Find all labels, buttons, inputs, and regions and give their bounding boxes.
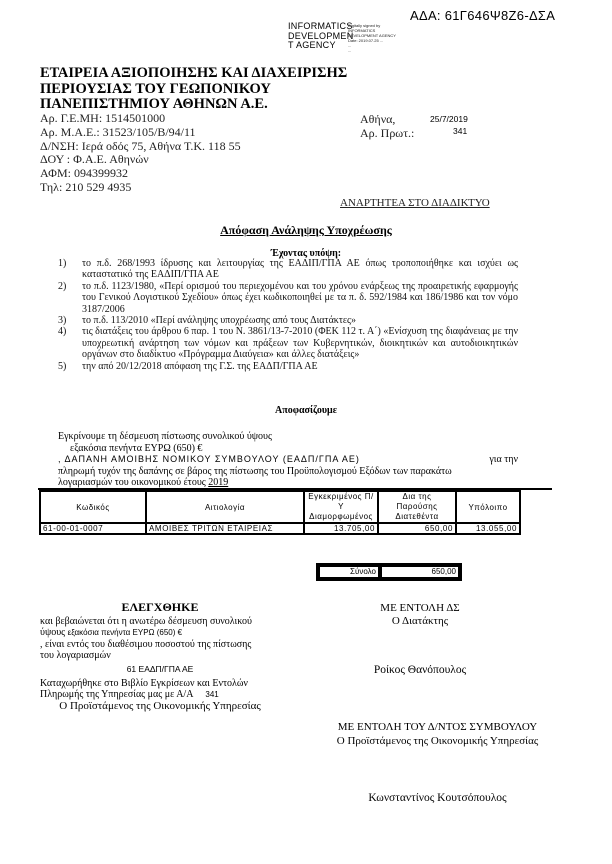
- cell-reason: ΑΜΟΙΒΕΣ ΤΡΙΤΩΝ ΕΤΑΙΡΕΙΑΣ: [146, 523, 304, 534]
- order-line: ΜΕ ΕΝΤΟΛΗ ΔΣ: [380, 602, 460, 614]
- signature-detail-line: ...: [348, 48, 352, 53]
- total-box: [316, 563, 462, 581]
- verification-line: , είναι εντός του διαθέσιμου ποσοστού της πίστωσης: [40, 638, 252, 650]
- clause-number: 3): [58, 315, 67, 327]
- ida-stamp-line: T AGENCY: [288, 40, 336, 50]
- organization-info: [40, 112, 241, 195]
- ada-code: ΑΔΑ: 61Γ646Ψ8Ζ6-ΔΣΑ: [410, 8, 556, 23]
- approval-expense-row: [58, 454, 518, 466]
- signature-detail-line: DEVELOPMENT AGENCY: [348, 33, 396, 38]
- verification-line: του λογαριασμών: [40, 650, 111, 662]
- organization-name: [40, 66, 347, 113]
- approval-year-prefix: λογαριασμών του οικονομικού έτους: [58, 477, 206, 488]
- signature-detail-line: Digitally signed by: [348, 23, 381, 28]
- fiscal-year: 2019: [208, 477, 229, 488]
- document-date: 25/7/2019: [430, 114, 468, 124]
- header-balance: Υπόλοιπο: [456, 491, 520, 523]
- finance-head-block: [330, 720, 545, 748]
- table-header-row: [40, 491, 520, 523]
- protocol-number: 341: [453, 126, 468, 136]
- approval-text: [58, 431, 518, 489]
- verification-register-line: [40, 689, 280, 701]
- order-line: ΜΕ ΕΝΤΟΛΗ ΤΟΥ Δ/ΝΤΟΣ ΣΥΜΒΟΥΛΟΥ: [337, 721, 538, 733]
- authorizer-name: Ροίκος Θανόπουλος: [373, 664, 467, 676]
- decide-heading: Αποφασίζουμε: [275, 405, 337, 416]
- place-protocol-values: [430, 113, 468, 137]
- finance-head-name: Κωνσταντίνος Κουτσόπουλος: [368, 792, 507, 804]
- digital-signature-details: [348, 23, 396, 53]
- address: Δ/ΝΣΗ: Ιερά οδός 75, Αθήνα Τ.Κ. 118 55: [40, 138, 241, 153]
- total-label: Σύνολο: [319, 566, 381, 578]
- signature-detail-line: ...: [348, 43, 352, 48]
- ida-stamp-line: INFORMATICS: [288, 21, 353, 31]
- approval-year-line: [58, 477, 518, 489]
- clause-text: τις διατάξεις του άρθρου 6 παρ. 1 του Ν. 3861/13-7-2010 (ΦΕΚ 112 τ. Α΄) «Ενίσχυση της διαφάνειας με την υποχρεωτική ανάρτηση των νόμων και πράξεων των Κυβερνητικών, διοικητικών και αυτοδιοικητικών οργάνων στο διαδίκτυο «Πρόγραμμα Διαύγεια» και άλλες διατάξεις»: [82, 326, 518, 361]
- authorizer-title: Ο Διατάκτης: [391, 615, 449, 627]
- tax-office: ΔΟΥ : Φ.Α.Ε. Αθηνών: [40, 152, 149, 167]
- ida-stamp: [288, 22, 354, 51]
- verification-heading: ΕΛΕΓΧΘΗΚΕ: [121, 600, 199, 614]
- header-approved: Εγκεκριμένος Π/Υ Διαμορφωμένος: [304, 491, 378, 523]
- cell-balance: 13.055,00: [456, 523, 520, 534]
- signature-detail-line: INFORMATICS: [348, 28, 376, 33]
- clause-item: [58, 315, 518, 326]
- header-reason: Αιτιολογία: [146, 491, 304, 523]
- authorizer-block: [330, 602, 510, 628]
- mae-number: Αρ. Μ.Α.Ε.: 31523/105/Β/94/11: [40, 124, 196, 139]
- clause-text: το π.δ. 268/1993 ίδρυσης και λειτουργίας της ΕΑΔΙΠ/ΓΠΑ ΑΕ όπως τροποποιήθηκε και ισχύει ως καταστατικό της ΕΑΔΙΠ/ΓΠΑ ΑΕ: [82, 258, 518, 281]
- tax-id: ΑΦΜ: 094399932: [40, 166, 128, 181]
- register-number: 341: [205, 690, 219, 700]
- verification-account: 61 ΕΑΔΠ/ΓΠΑ ΑΕ: [126, 663, 194, 674]
- ida-stamp-line: DEVELOPMEN: [288, 30, 354, 41]
- budget-table: [39, 490, 521, 535]
- finance-head-title: Ο Προϊστάμενος της Οικονομικής Υπηρεσίας: [336, 735, 539, 747]
- header-allocated: Δια της Παρούσης Διατεθέντα: [378, 491, 456, 523]
- post-online-notice: ΑΝΑΡΤΗΤΕΑ ΣΤΟ ΔΙΑΔΙΚΤΥΟ: [340, 197, 490, 209]
- phone: Τηλ: 210 529 4935: [40, 179, 132, 194]
- clause-number: 2): [58, 280, 67, 292]
- verification-amount: εξακόσια πενήντα ΕΥΡΩ (650) €: [67, 628, 183, 638]
- signature-detail-line: Date: 2019.07.25 ...: [348, 38, 384, 43]
- org-name-line: ΠΑΝΕΠΙΣΤΗΜΙΟΥ ΑΘΗΝΩΝ Α.Ε.: [40, 96, 268, 112]
- clause-number: 5): [58, 360, 67, 372]
- clause-item: [58, 258, 518, 281]
- clause-item: [58, 326, 518, 360]
- verification-line: Καταχωρήθηκε στο Βιβλίο Εγκρίσεων και Εντολών: [40, 677, 248, 689]
- considering-heading: Έχοντας υπόψη:: [270, 248, 342, 259]
- clause-text: το π.δ. 1123/1980, «Περί ορισμού του περιεχομένου και του χρόνου ενάρξεως της προαιρετικής εφαρμογής του Γενικού Λογιστικού Σχεδίου» όπως έχει κωδικοποιηθεί με τα π. δ. 592/1984 και 186/1986 και τον νόμο 3187/2006: [82, 280, 518, 315]
- cell-approved: 13.705,00: [304, 523, 378, 534]
- clause-text: την από 20/12/2018 απόφαση της Γ.Σ. της ΕΑΔΠ/ΓΠΑ ΑΕ: [82, 360, 318, 372]
- approval-line: πληρωμή τυχόν της δαπάνης σε βάρος της πίστωσης του Προϋπολογισμού Εξόδων των παρακάτω: [58, 465, 452, 477]
- cell-allocated: 650,00: [378, 523, 456, 534]
- expense-description: , ΔΑΠΑΝΗ ΑΜΟΙΒΗΣ ΝΟΜΙΚΟΥ ΣΥΜΒΟΥΛΟΥ (ΕΑΔΠ/ΓΠΑ ΑΕ): [58, 454, 360, 464]
- total-value: 650,00: [381, 566, 459, 578]
- clause-item: [58, 361, 518, 372]
- org-name-line: ΕΤΑΙΡΕΙΑ ΑΞΙΟΠΟΙΗΣΗΣ ΚΑΙ ΔΙΑΧΕΙΡΙΣΗΣ: [40, 65, 348, 81]
- clauses-list: [58, 258, 518, 372]
- table-row: [40, 523, 520, 534]
- verification-amount-line: [40, 627, 280, 639]
- approval-connector: για την: [489, 454, 518, 465]
- approval-amount: εξακόσια πενήντα ΕΥΡΩ (650) €: [70, 442, 203, 454]
- approval-line: Εγκρίνουμε τη δέσμευση πίστωσης συνολικού ύψους: [58, 431, 272, 442]
- verification-block: [40, 602, 280, 712]
- gemi-number: Αρ. Γ.Ε.ΜΗ: 1514501000: [40, 111, 166, 125]
- verification-amount-prefix: ύψους: [40, 627, 66, 639]
- place-label: Αθήνα,: [360, 112, 396, 126]
- header-code: Κωδικός: [40, 491, 146, 523]
- verification-line: και βεβαιώνεται ότι η ανωτέρω δέσμευση συνολικού: [40, 615, 252, 627]
- clause-item: [58, 281, 518, 315]
- clause-number: 4): [58, 326, 67, 338]
- register-prefix: Πληρωμής της Υπηρεσίας μας με Α/Α: [40, 689, 193, 701]
- document-title: Απόφαση Ανάληψης Υποχρέωσης: [220, 223, 392, 237]
- cell-code: 61-00-01-0007: [40, 523, 146, 534]
- protocol-label: Αρ. Πρωτ.:: [360, 126, 415, 140]
- clause-text: το π.δ. 113/2010 «Περί ανάληψης υποχρέωσης από τους Διατάκτες»: [82, 315, 357, 327]
- verification-signer-title: Ο Προϊστάμενος της Οικονομικής Υπηρεσίας: [59, 699, 261, 712]
- org-name-line: ΠΕΡΙΟΥΣΙΑΣ ΤΟΥ ΓΕΩΠΟΝΙΚΟΥ: [40, 80, 271, 97]
- clause-number: 1): [58, 258, 67, 269]
- place-protocol-labels: [360, 112, 414, 140]
